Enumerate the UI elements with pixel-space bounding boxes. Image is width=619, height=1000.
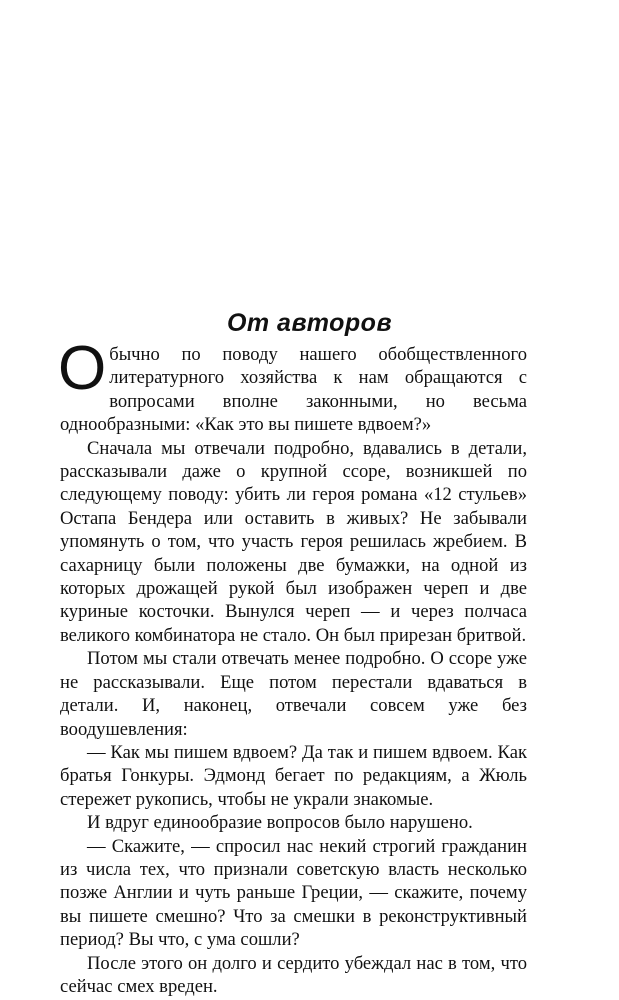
paragraph-1-text: бычно по поводу нашего обобществленного литературного хозяйства к нам обращаются с вопросами вполне законными, но весьма однообразными: «Как это вы пишете вдвоем?» (60, 344, 527, 436)
paragraph-5: И вдруг единообразие вопросов было нарушено. (87, 812, 473, 834)
body-text (58, 334, 527, 998)
paragraph-2: Сначала мы отвечали подробно, вдавались в детали, рассказывали даже о крупной ссоре, возникшей по следующему поводу: убить ли героя романа «12 стульев» Остапа Бендера или оставить в живых? Не забывали упомянуть о том, что участь героя решилась жребием. В сахарницу были положены две бумажки, на одной из которых дрожащей рукой был изображен череп и две куриные косточки. Вынулся череп — и через полчаса великого комбинатора не стало. Он был прирезан бритвой. (60, 437, 527, 646)
paragraph-3: Потом мы стали отвечать менее подробно. О ссоре уже не рассказывали. Еще потом перестали вдаваться в детали. И, наконец, отвечали совсем уже без воодушевления: (60, 648, 527, 740)
drop-cap: О (58, 334, 107, 403)
paragraph-7: После этого он долго и сердито убеждал нас в том, что сейчас смех вреден. (60, 952, 527, 997)
paragraph-6: — Скажите, — спросил нас некий строгий гражданин из числа тех, что признали советскую власть несколько позже Англии и чуть раньше Греции, — скажите, почему вы пишете смешно? Что за смешки в реконструктивный период? Вы что, с ума сошли? (60, 835, 527, 951)
paragraph-4: — Как мы пишем вдвоем? Да так и пишем вдвоем. Как братья Гонкуры. Эдмонд бегает по редакциям, а Жюль стережет рукопись, чтобы не украли знакомые. (60, 741, 527, 810)
paragraph-1 (58, 334, 527, 437)
chapter-heading: От авторов (226, 309, 393, 337)
